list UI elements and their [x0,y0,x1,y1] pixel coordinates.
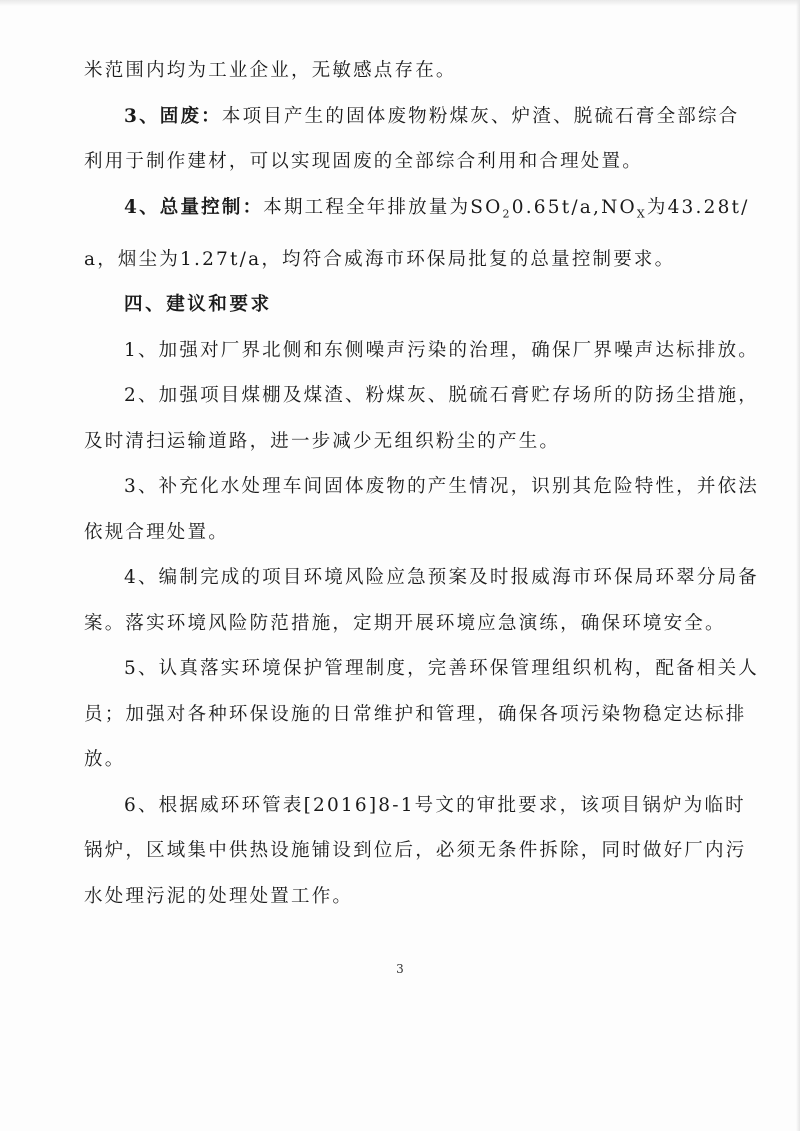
solid-waste-label: 3、固废： [124,105,222,127]
suggestion-item-3: 3、补充化水处理车间固体废物的产生情况，识别其危险特性，并依法依规合理处置。 [84,476,759,543]
suggestion-item-6: 6、根据威环环管表[2016]8-1号文的审批要求，该项目锅炉为临时锅炉，区域集中供热设施铺设到位后，必须无条件拆除，同时做好厂内污水处理污泥的处理处置工作。 [84,794,747,907]
section-heading: 四、建议和要求 [124,294,272,316]
document-body [84,48,760,919]
total-control-label: 4、总量控制： [124,196,264,218]
total-control-text-a: 本期工程全年排放量为SO [263,196,503,218]
total-control-text-b: 0.65t/a,NO [511,196,637,218]
suggestion-item-5: 5、认真落实环境保护管理制度，完善环保管理组织机构，配备相关人员；加强对各种环保设施的日常维护和管理，确保各项污染物稳定达标排放。 [84,658,759,771]
page-number: 3 [396,962,404,976]
suggestion-item-1: 1、加强对厂界北侧和东侧噪声污染的治理，确保厂界噪声达标排放。 [124,339,759,361]
so2-subscript: 2 [502,207,512,221]
scan-edge-top [0,0,800,6]
paragraph-solid-waste [84,94,760,185]
solid-waste-text: 本项目产生的固体废物粉煤灰、炉渣、脱硫石膏全部综合利用于制作建材，可以实现固废的全部综合利用和合理处置。 [84,105,740,172]
paragraph-total-control [84,185,760,283]
total-control-text-c: 为43.28t/a，烟尘为1.27t/a，均符合威海市环保局批复的总量控制要求。 [84,196,750,270]
paragraph-continued: 米范围内均为工业企业，无敏感点存在。 [84,60,457,81]
nox-subscript: X [636,207,647,221]
suggestion-item-4: 4、编制完成的项目环境风险应急预案及时报威海市环保局环翠分局备案。落实环境风险防范措施，定期开展环境应急演练，确保环境安全。 [84,567,759,634]
suggestion-item-2: 2、加强项目煤棚及煤渣、粉煤灰、脱硫石膏贮存场所的防扬尘措施，及时清扫运输道路，进一步减少无组织粉尘的产生。 [84,385,759,452]
